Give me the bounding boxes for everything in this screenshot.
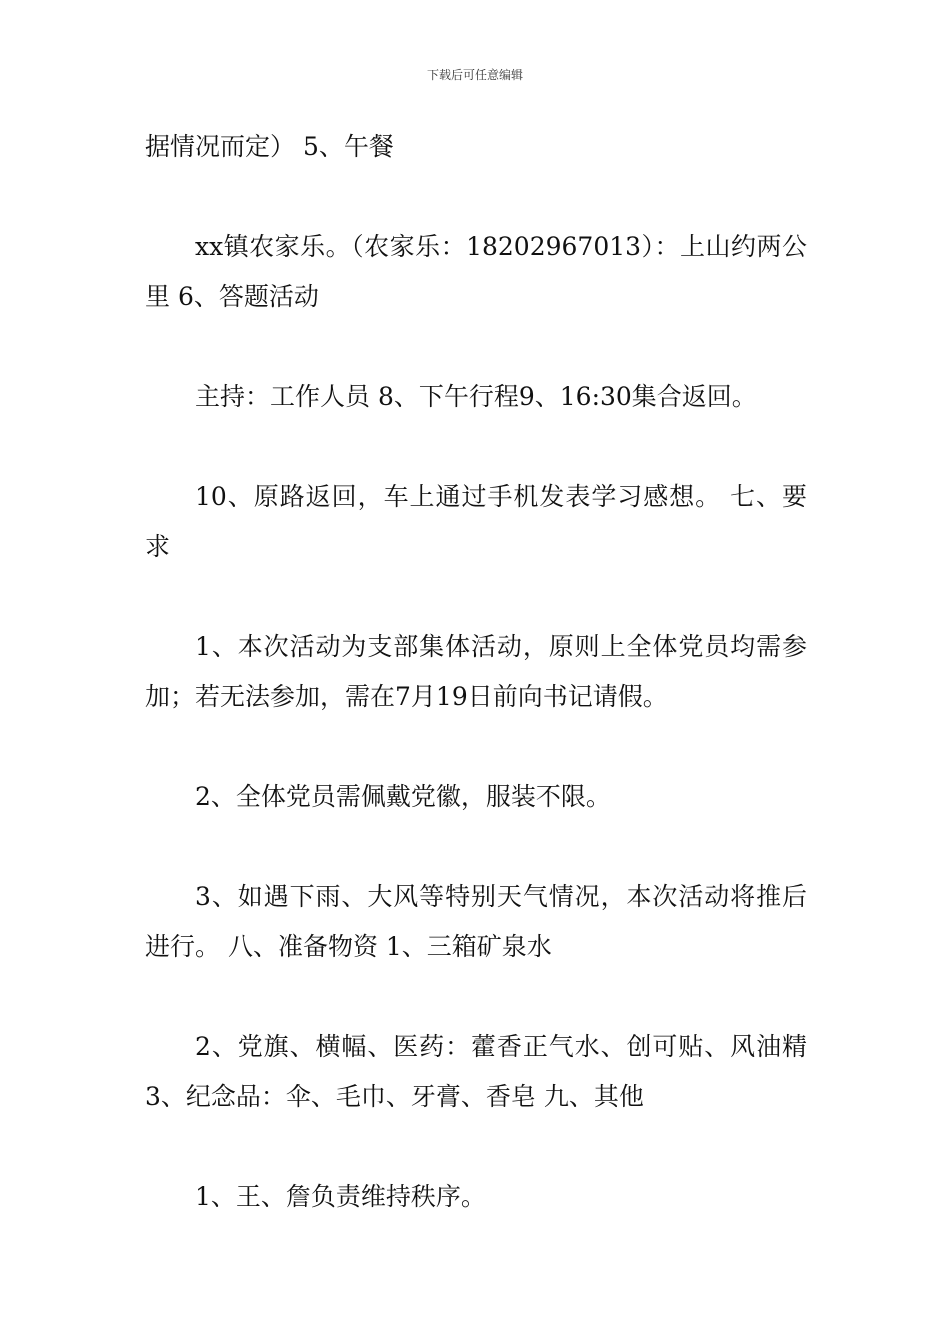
paragraph-host: 主持：工作人员 8、下午行程9、16:30集合返回。 <box>195 382 757 411</box>
paragraph-requirement-2: 2、全体党员需佩戴党徽，服装不限。 <box>195 782 611 811</box>
paragraph-requirement-3: 3、如遇下雨、大风等特别天气情况，本次活动将推后进行。 八、准备物资 1、三箱矿泉水 <box>145 882 807 961</box>
page-header: 下载后可任意编辑 <box>426 68 523 82</box>
paragraph-supplies: 2、党旗、横幅、医药：藿香正气水、创可贴、风油精 3、纪念品：伞、毛巾、牙膏、香皂 九、其他 <box>145 1032 807 1111</box>
paragraph-requirement-1: 1、本次活动为支部集体活动，原则上全体党员均需参加；若无法参加，需在7月19日前向书记请假。 <box>145 632 807 711</box>
paragraph-farmhouse: xx镇农家乐。（农家乐：18202967013）：上山约两公里 6、答题活动 <box>145 232 807 311</box>
paragraph-return: 10、原路返回，车上通过手机发表学习感想。 七、要求 <box>145 482 807 561</box>
document-body <box>145 122 807 1272</box>
paragraph-other-1: 1、王、詹负责维持秩序。 <box>195 1182 486 1211</box>
paragraph-lunch: 据情况而定） 5、午餐 <box>145 132 394 161</box>
